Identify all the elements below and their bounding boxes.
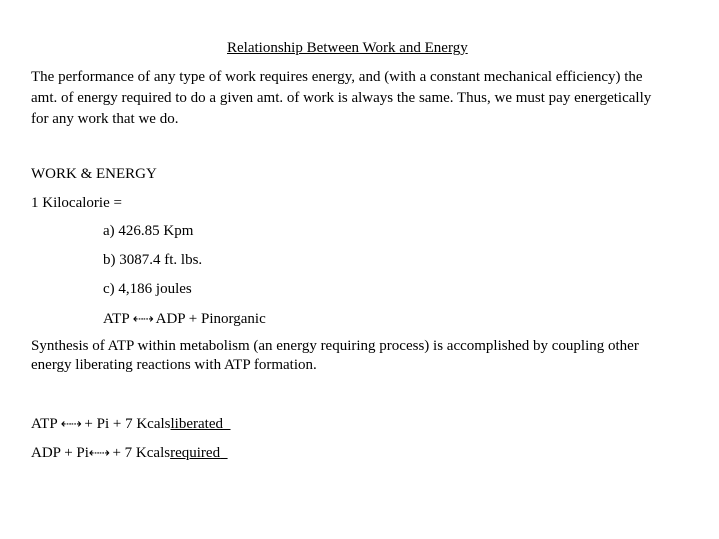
reaction-left: ADP + Pi (31, 445, 89, 461)
reaction-right: ADP + Pinorganic (155, 311, 266, 327)
equivalent-joules: c) 4,186 joules (103, 281, 192, 297)
synthesis-paragraph: Synthesis of ATP within metabolism (an energy requiring process) is accomplished by coupling other energy liberating reactions with ATP formation. (31, 338, 639, 373)
reaction-left: ATP (31, 416, 58, 432)
equivalent-ft-lbs: b) 3087.4 ft. lbs. (103, 252, 203, 268)
equivalent-kpm: a) 426.85 Kpm (103, 223, 194, 239)
reaction-atp-adp (103, 309, 266, 330)
bidirectional-arrow-icon: ⇠⇢ (60, 417, 81, 432)
reaction-left: ATP (103, 311, 130, 327)
kilocalorie-label: 1 Kilocalorie = (31, 195, 122, 211)
intro-paragraph: The performance of any type of work requires energy, and (with a constant mechanical efficiency) the amt. of energy required to do a given amt. of work is always the same. Thus, we must pay energetically for any work that we do. (31, 69, 652, 127)
reaction-right: + Pi + 7 Kcals (84, 416, 171, 432)
liberated-tag: liberated (170, 416, 223, 432)
reaction-right: + 7 Kcals (112, 445, 171, 461)
bidirectional-arrow-icon: ⇠⇢ (88, 446, 109, 461)
reaction-liberated (31, 414, 231, 435)
required-tag: required (170, 445, 221, 461)
bidirectional-arrow-icon: ⇠⇢ (132, 312, 153, 327)
reaction-required (31, 443, 228, 464)
page-title: Relationship Between Work and Energy (227, 40, 468, 56)
section-heading: WORK & ENERGY (31, 166, 157, 182)
